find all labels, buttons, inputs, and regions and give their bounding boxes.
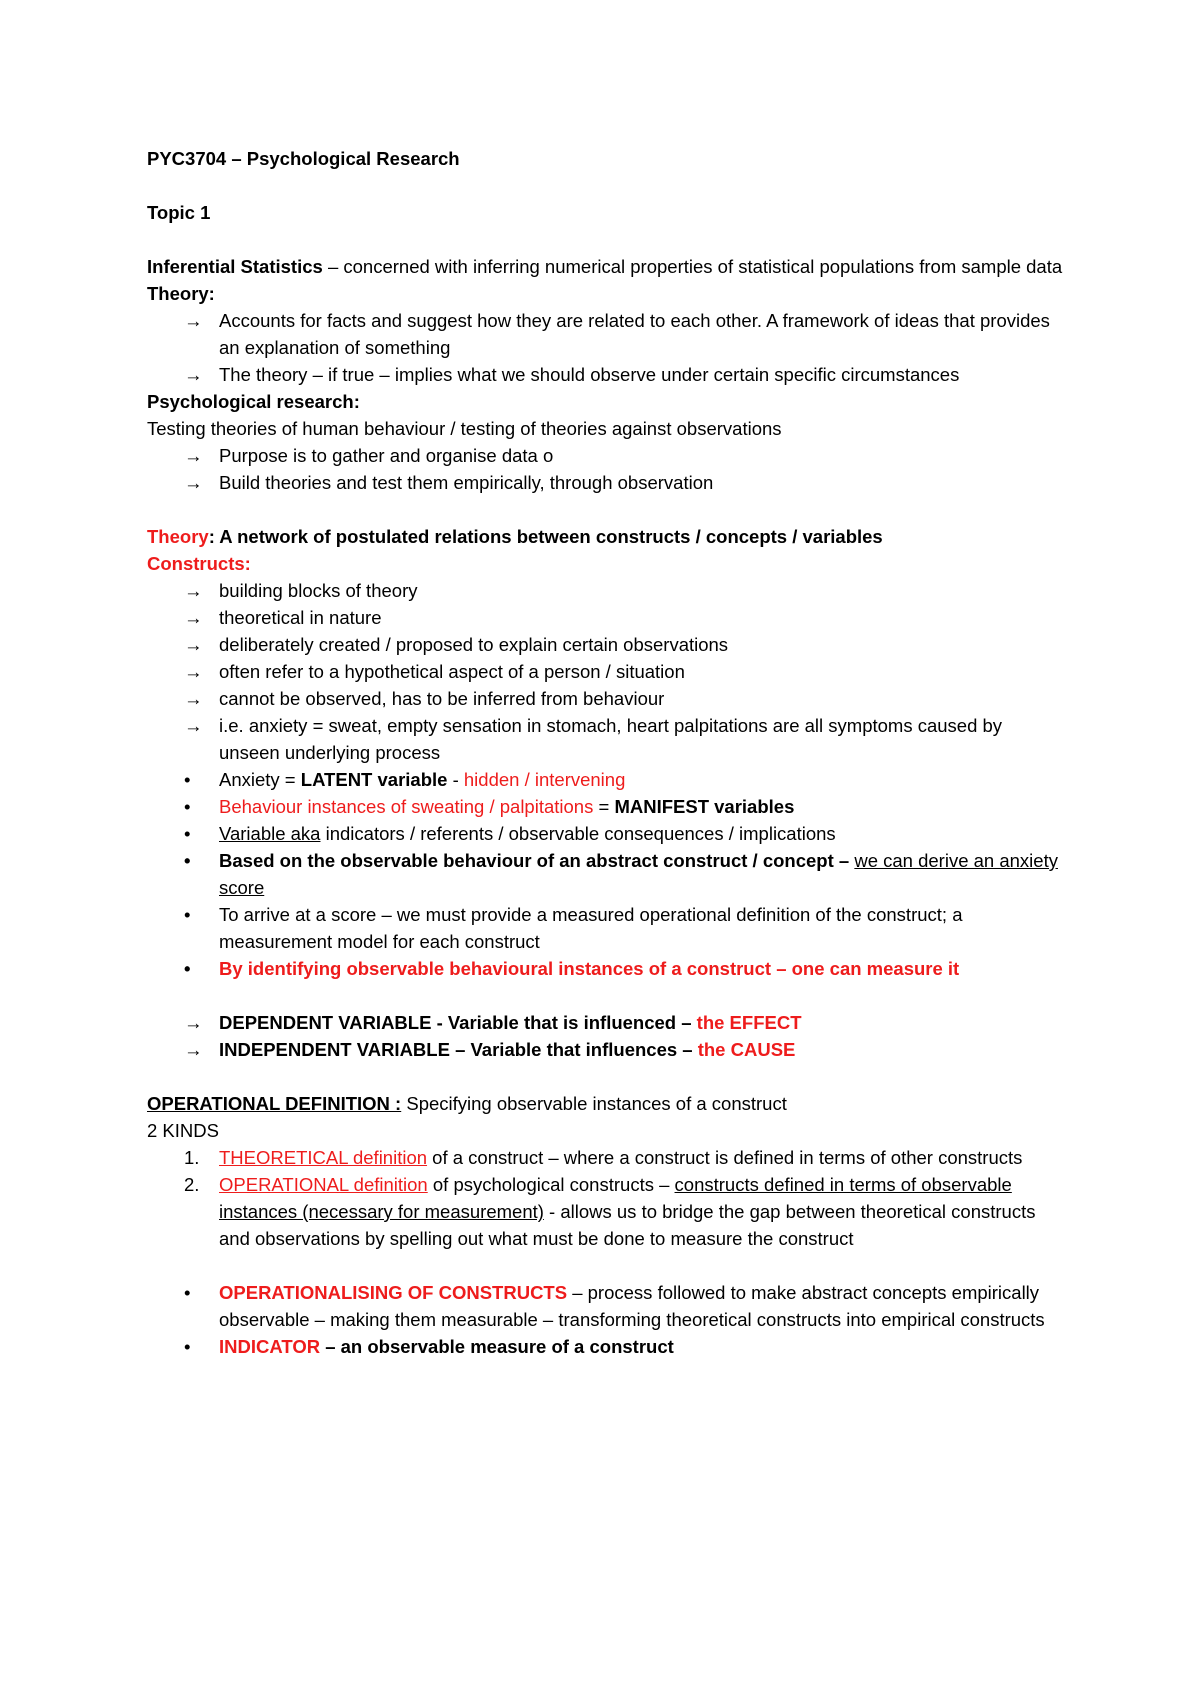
bullet-icon: •: [184, 958, 191, 979]
list-item: [147, 1036, 1067, 1063]
arrow-icon: →: [184, 580, 203, 601]
psych-research-line: Testing theories of human behaviour / testing of theories against observations: [147, 418, 782, 439]
operational-definition-text: Specifying observable instances of a construct: [401, 1093, 787, 1114]
bullet-icon: •: [184, 904, 191, 925]
spacer: [147, 172, 1067, 199]
list-item: [147, 712, 1067, 766]
list-item-text: of psychological constructs –: [427, 1174, 675, 1195]
list-item: [147, 1144, 1067, 1171]
variable-aka-text: Variable aka: [219, 823, 321, 844]
list-item: [147, 469, 1067, 496]
cause-text: the CAUSE: [697, 1039, 796, 1060]
arrow-icon: →: [184, 715, 203, 736]
list-item-text: building blocks of theory: [219, 580, 418, 601]
bullet-icon: •: [184, 850, 191, 871]
list-item: [147, 442, 1067, 469]
list-item: [147, 1171, 1067, 1252]
theory-heading: Theory:: [147, 283, 215, 304]
list-item: [147, 847, 1067, 901]
document-page: [147, 145, 1067, 1360]
topic-heading: Topic 1: [147, 202, 211, 223]
kinds-label: 2 KINDS: [147, 1120, 219, 1141]
list-item: [147, 1333, 1067, 1360]
list-item: [147, 361, 1067, 388]
list-item-text: Anxiety =: [219, 769, 301, 790]
arrow-icon: →: [184, 1012, 203, 1033]
spacer: [147, 226, 1067, 253]
operational-definition-term: OPERATIONAL DEFINITION :: [147, 1093, 402, 1114]
list-item-text: deliberately created / proposed to explain certain observations: [219, 634, 729, 655]
arrow-icon: →: [184, 607, 203, 628]
list-item: [147, 955, 1067, 982]
list-item: [147, 658, 1067, 685]
theory-label: Theory: [147, 526, 209, 547]
list-item: [147, 793, 1067, 820]
list-item-text: often refer to a hypothetical aspect of a person / situation: [219, 661, 685, 682]
constructs-defined-text: constructs defined in terms of observable instances (necessary for measurement): [219, 1174, 1012, 1222]
operationalising-term: OPERATIONALISING OF CONSTRUCTS: [219, 1282, 568, 1303]
bullet-icon: •: [184, 1282, 191, 1303]
list-item-text: theoretical in nature: [219, 607, 382, 628]
list-item: [147, 604, 1067, 631]
theory-definition-text: : A network of postulated relations between constructs / concepts / variables: [208, 526, 883, 547]
list-item-text: - allows us to bridge the gap between theoretical constructs and observations by spelling out what must be done to measure the construct: [219, 1201, 1036, 1249]
list-item-text: Purpose is to gather and organise data o: [219, 445, 554, 466]
arrow-icon: →: [184, 661, 203, 682]
list-item-text: To arrive at a score – we must provide a measured operational definition of the construct; a measurement model for each construct: [219, 904, 963, 952]
list-item: [147, 1009, 1067, 1036]
list-item-text: The theory – if true – implies what we should observe under certain specific circumstances: [219, 364, 960, 385]
arrow-icon: →: [184, 472, 203, 493]
latent-variable-text: LATENT variable: [300, 769, 448, 790]
operational-definition-kind-text: OPERATIONAL definition: [219, 1174, 428, 1195]
spacer: [147, 496, 1067, 523]
number-marker: 2.: [184, 1174, 200, 1195]
list-item-text: By identifying observable behavioural instances of a construct – one can measure it: [219, 958, 960, 979]
separator-text: –: [833, 850, 855, 871]
theory-definition: [147, 523, 1067, 550]
list-item: [147, 901, 1067, 955]
inferential-statistics-paragraph: [147, 253, 1067, 280]
bullet-icon: •: [184, 769, 191, 790]
bullet-icon: •: [184, 796, 191, 817]
constructs-heading: Constructs:: [147, 553, 251, 574]
arrow-icon: →: [184, 310, 203, 331]
arrow-icon: →: [184, 364, 203, 385]
list-item-text: indicators / referents / observable consequences / implications: [320, 823, 836, 844]
manifest-variables-text: MANIFEST variables: [614, 796, 795, 817]
list-item: [147, 766, 1067, 793]
list-item: [147, 631, 1067, 658]
list-item: [147, 307, 1067, 361]
independent-variable-text: INDEPENDENT VARIABLE – Variable that influences –: [219, 1039, 698, 1060]
operational-definition-line: [147, 1090, 1067, 1117]
psych-research-heading: Psychological research:: [147, 391, 360, 412]
list-item: [147, 820, 1067, 847]
list-item: [147, 685, 1067, 712]
hidden-intervening-text: hidden / intervening: [463, 769, 626, 790]
list-item-text: Accounts for facts and suggest how they are related to each other. A framework of ideas that provides an explanation of something: [219, 310, 1050, 358]
separator-text: =: [593, 796, 615, 817]
bullet-icon: •: [184, 1336, 191, 1357]
list-item: [147, 1279, 1067, 1333]
list-item-text: of a construct – where a construct is defined in terms of other constructs: [427, 1147, 1023, 1168]
list-item-text: Based on the observable behaviour of an abstract construct / concept: [219, 850, 834, 871]
separator-text: -: [447, 769, 464, 790]
theoretical-definition-text: THEORETICAL definition: [219, 1147, 428, 1168]
arrow-icon: →: [184, 688, 203, 709]
list-item-text: – process followed to make abstract concepts empirically observable – making them measurable – transforming theoretical constructs into empirical constructs: [219, 1282, 1045, 1330]
document-title: PYC3704 – Psychological Research: [147, 148, 460, 169]
dependent-variable-text: DEPENDENT VARIABLE - Variable that is influenced –: [219, 1012, 697, 1033]
arrow-icon: →: [184, 445, 203, 466]
arrow-icon: →: [184, 1039, 203, 1060]
effect-text: the EFFECT: [696, 1012, 802, 1033]
arrow-icon: →: [184, 634, 203, 655]
anxiety-score-text: we can derive an anxiety score: [219, 850, 1058, 898]
spacer: [147, 982, 1067, 1009]
spacer: [147, 1252, 1067, 1279]
number-marker: 1.: [184, 1147, 200, 1168]
spacer: [147, 1063, 1067, 1090]
list-item: [147, 577, 1067, 604]
indicator-term: INDICATOR: [219, 1336, 321, 1357]
indicator-definition: – an observable measure of a construct: [320, 1336, 674, 1357]
inferential-term: Inferential Statistics: [147, 256, 323, 277]
list-item-text: Build theories and test them empirically, through observation: [219, 472, 714, 493]
constructs-arrow-list: [147, 577, 1067, 766]
list-item-text: cannot be observed, has to be inferred from behaviour: [219, 688, 665, 709]
behaviour-text: Behaviour instances of sweating / palpitations: [219, 796, 594, 817]
bullet-icon: •: [184, 823, 191, 844]
inferential-definition: – concerned with inferring numerical properties of statistical populations from sample data: [322, 256, 1063, 277]
list-item-text: i.e. anxiety = sweat, empty sensation in stomach, heart palpitations are all symptoms caused by unseen underlying process: [219, 715, 1003, 763]
